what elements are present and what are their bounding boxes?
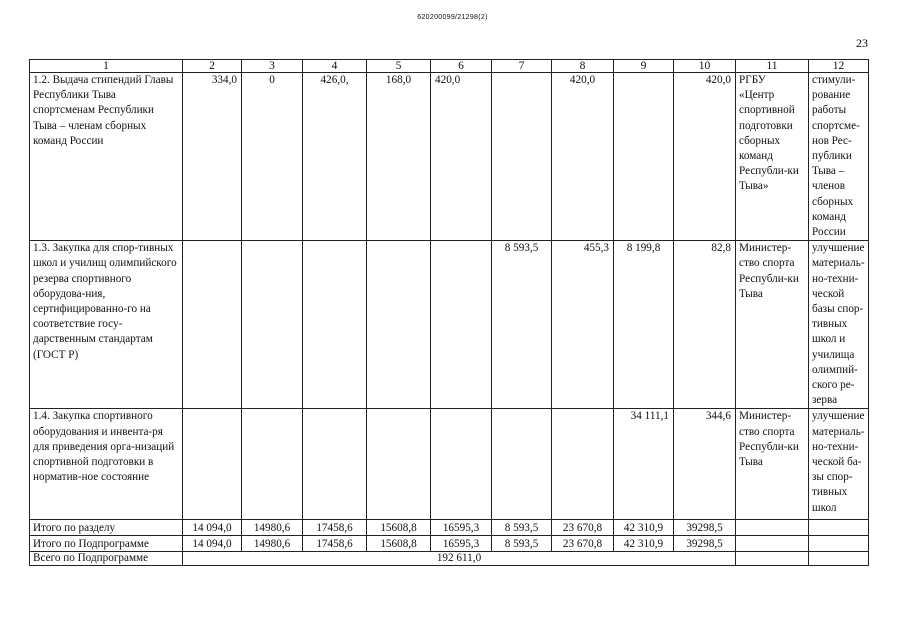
total-value: 39298,5 (674, 520, 736, 536)
result-cell: улучшение материаль-но-техни-ческой ба-зы спор-тивных школ (809, 409, 869, 520)
cell-value: 8 593,5 (492, 241, 552, 409)
column-header: 3 (242, 60, 303, 73)
cell-value (303, 241, 367, 409)
grand-total-row (30, 552, 869, 566)
column-header: 12 (809, 60, 869, 73)
cell-value: 0 (242, 73, 303, 241)
cell-value (431, 241, 492, 409)
cell-value: 420,0 (431, 73, 492, 241)
cell-value: 344,6 (674, 409, 736, 520)
result-cell: стимули- рование работы спортсме-нов Рес-публики Тыва – членов сборных команд России (809, 73, 869, 241)
total-value: 16595,3 (431, 536, 492, 552)
total-value: 8 593,5 (492, 536, 552, 552)
result-cell: улучшение материаль-но-техни-ческой базы спор-тивных школ и училища олимпий-ского ре-зерва (809, 241, 869, 409)
empty-cell (736, 520, 809, 536)
cell-value: 82,8 (674, 241, 736, 409)
document-id: 620200099/21298(2) (417, 14, 488, 21)
cell-value (183, 241, 242, 409)
grand-total-label: Всего по Подпрограмме (30, 552, 183, 566)
row-name: 1.2. Выдача стипендий Главы Республики Тыва спортсменам Республики Тыва – членам сборных команд России (30, 73, 183, 241)
cell-value (492, 73, 552, 241)
total-label: Итого по разделу (30, 520, 183, 536)
section-total-row (30, 520, 869, 536)
column-header: 2 (183, 60, 242, 73)
column-header: 1 (30, 60, 183, 73)
total-value: 14 094,0 (183, 520, 242, 536)
total-value: 8 593,5 (492, 520, 552, 536)
empty-cell (736, 552, 809, 566)
cell-value (303, 409, 367, 520)
empty-cell (736, 536, 809, 552)
empty-cell (809, 552, 869, 566)
column-header: 9 (614, 60, 674, 73)
total-value: 23 670,8 (552, 536, 614, 552)
cell-value (242, 241, 303, 409)
executor-cell: Министер-ство спорта Республи-ки Тыва (736, 241, 809, 409)
column-header: 7 (492, 60, 552, 73)
table-row (30, 241, 869, 409)
total-value: 14 094,0 (183, 536, 242, 552)
total-value: 14980,6 (242, 536, 303, 552)
executor-cell: РГБУ «Центр спортивной подготовки сборных команд Республи-ки Тыва» (736, 73, 809, 241)
cell-value (492, 409, 552, 520)
cell-value (183, 409, 242, 520)
cell-value: 334,0 (183, 73, 242, 241)
budget-table (29, 59, 869, 566)
cell-value: 426,0, (303, 73, 367, 241)
cell-value (367, 409, 431, 520)
total-value: 42 310,9 (614, 520, 674, 536)
cell-value (614, 73, 674, 241)
column-header-row (30, 60, 869, 73)
total-value: 39298,5 (674, 536, 736, 552)
total-value: 17458,6 (303, 520, 367, 536)
column-header: 10 (674, 60, 736, 73)
executor-cell: Министер-ство спорта Республи-ки Тыва (736, 409, 809, 520)
column-header: 5 (367, 60, 431, 73)
subprogram-total-row (30, 536, 869, 552)
column-header: 11 (736, 60, 809, 73)
cell-value: 455,3 (552, 241, 614, 409)
cell-value: 34 111,1 (614, 409, 674, 520)
total-value: 15608,8 (367, 520, 431, 536)
cell-value (242, 409, 303, 520)
table-row (30, 409, 869, 520)
column-header: 6 (431, 60, 492, 73)
grand-total-value: 192 611,0 (183, 552, 736, 566)
table-row (30, 73, 869, 241)
cell-value: 420,0 (674, 73, 736, 241)
total-label: Итого по Подпрограмме (30, 536, 183, 552)
cell-value: 8 199,8 (614, 241, 674, 409)
page-number: 23 (856, 36, 868, 50)
column-header: 8 (552, 60, 614, 73)
row-name: 1.4. Закупка спортивного оборудования и инвента-ря для приведения орга-низаций спортивной подготовки в норматив-ное состояние (30, 409, 183, 520)
total-value: 17458,6 (303, 536, 367, 552)
cell-value (367, 241, 431, 409)
cell-value: 420,0 (552, 73, 614, 241)
row-name: 1.3. Закупка для спор-тивных школ и училищ олимпийского резерва спортивного оборудова-ния, сертифицированно-го на соответствие госу-дарственным стандартам (ГОСТ Р) (30, 241, 183, 409)
total-value: 16595,3 (431, 520, 492, 536)
cell-value (552, 409, 614, 520)
column-header: 4 (303, 60, 367, 73)
empty-cell (809, 536, 869, 552)
empty-cell (809, 520, 869, 536)
cell-value (431, 409, 492, 520)
cell-value: 168,0 (367, 73, 431, 241)
total-value: 23 670,8 (552, 520, 614, 536)
total-value: 15608,8 (367, 536, 431, 552)
total-value: 14980,6 (242, 520, 303, 536)
total-value: 42 310,9 (614, 536, 674, 552)
